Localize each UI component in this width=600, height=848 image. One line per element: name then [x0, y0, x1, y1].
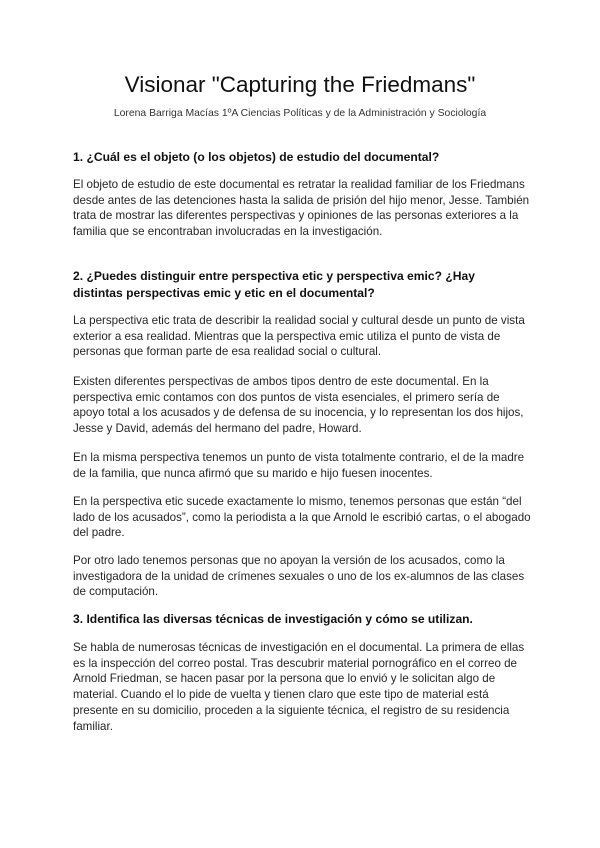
section-2-heading: 2. ¿Puedes distinguir entre perspectiva etic y perspectiva emic? ¿Hay distintas perspectivas emic y etic en el documental? — [73, 269, 475, 300]
document-subtitle: Lorena Barriga Macías 1ºA Ciencias Políticas y de la Administración y Sociología — [113, 108, 487, 119]
section-3-heading: 3. Identifica las diversas técnicas de investigación y cómo se utilizan. — [73, 612, 473, 626]
document-title: Visionar "Capturing the Friedmans" — [124, 72, 476, 97]
section-2-paragraph-5: Por otro lado tenemos personas que no apoyan la versión de los acusados, como la investigadora de la unidad de crímenes sexuales o uno de los ex-alumnos de las clases de computación. — [73, 554, 525, 599]
section-3-paragraph-1: Se habla de numerosas técnicas de investigación en el documental. La primera de ellas es la inspección del correo postal. Tras descubrir material pornográfico en el correo de Arnold Friedman, se hacen pasar por la persona que lo envió y le solicitan algo de material. Cuando el lo pide de vuelta y tienen claro que este tipo de material está presente en su domicilio, proceden a la siguiente técnica, el registro de su residencia familiar. — [73, 641, 525, 733]
section-2-paragraph-3: En la misma perspectiva tenemos un punto de vista totalmente contrario, el de la madre de la familia, que nunca afirmó que su marido e hijo fuesen inocentes. — [73, 451, 525, 480]
section-2-paragraph-1: La perspectiva etic trata de describir la realidad social y cultural desde un punto de vista exterior a esa realidad. Mientras que la perspectiva emic utiliza el punto de vista de personas que forman parte de esa realidad social o cultural. — [73, 314, 525, 359]
section-1-heading: 1. ¿Cuál es el objeto (o los objetos) de estudio del documental? — [73, 150, 440, 164]
section-2-paragraph-4: En la perspectiva etic sucede exactamente lo mismo, tenemos personas que están “del lado de los acusados”, como la periodista a la que Arnold le escribió cartas, o el abogado del padre. — [73, 495, 531, 540]
section-2-paragraph-2: Existen diferentes perspectivas de ambos tipos dentro de este documental. En la perspectiva emic contamos con dos puntos de vista esenciales, el primero sería de apoyo total a los acusados y de defensa de su inocencia, y lo representan los dos hijos, Jesse y David, además del hermano del padre, Howard. — [73, 375, 524, 436]
section-1-paragraph-1: El objeto de estudio de este documental es retratar la realidad familiar de los Friedmans desde antes de las detenciones hasta la salida de prisión del hijo menor, Jesse. También trata de mostrar las diferentes perspectivas y opiniones de las personas exteriores a la familia que se encontraban involucradas en la investigación. — [73, 178, 530, 239]
